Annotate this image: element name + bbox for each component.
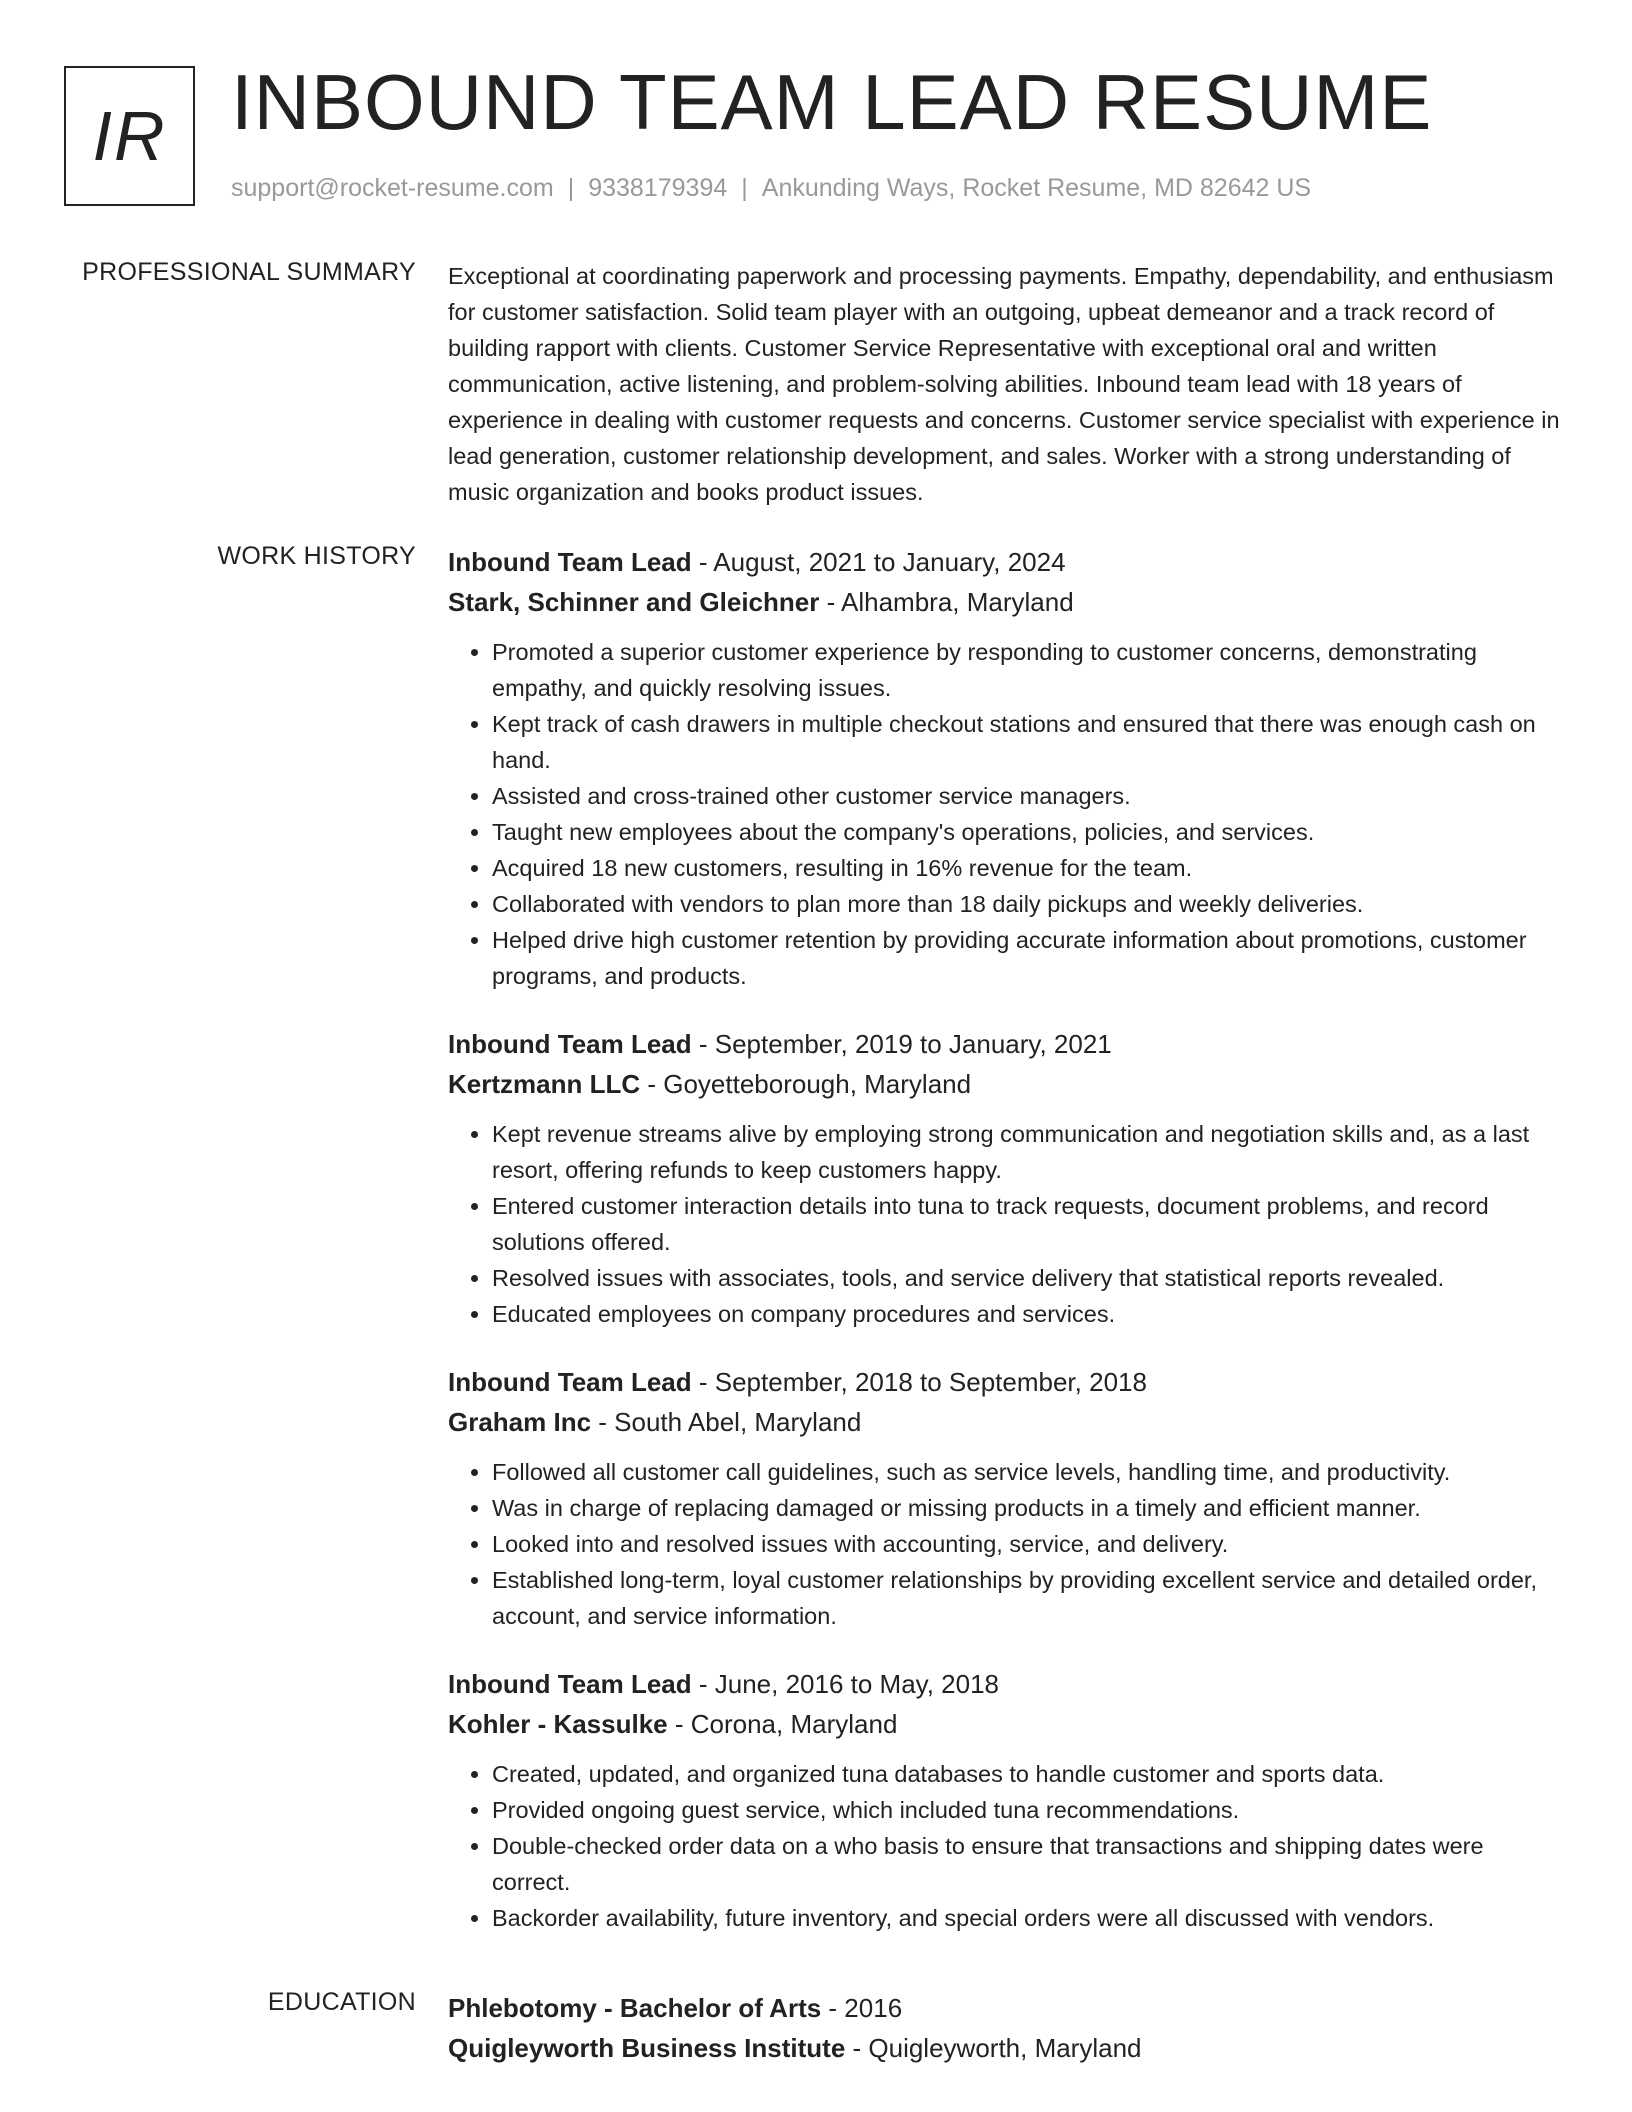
job-bullet: • Kept track of cash drawers in multiple checkout stations and ensured that there was enough cash on hand. [492,706,1568,778]
section-label-work-history: WORK HISTORY [217,542,416,570]
job-bullet: • Assisted and cross-trained other customer service managers. [492,778,1568,814]
job-company: Graham Inc [448,1407,592,1437]
job-bullet: • Helped drive high customer retention by providing accurate information about promotions, customer programs, and products. [492,922,1568,994]
page-title: INBOUND TEAM LEAD RESUME [231,58,1433,146]
job-location: - Alhambra, Maryland [819,587,1074,617]
monogram-initials: IR [92,97,167,175]
job-title-line [448,1664,1568,1704]
job-bullet: • Established long-term, loyal customer relationships by providing excellent service and detailed order, account, and service information. [492,1562,1568,1634]
job-company: Stark, Schinner and Gleichner [448,587,820,617]
contact-line [231,174,1311,203]
contact-phone: 9338179394 [588,174,728,202]
job-bullet: • Educated employees on company procedures and services. [492,1296,1568,1332]
job-bullet: • Looked into and resolved issues with accounting, service, and delivery. [492,1526,1568,1562]
job-bullet: • Collaborated with vendors to plan more than 18 daily pickups and weekly deliveries. [492,886,1568,922]
job-title-line [448,542,1568,582]
job-location: - Corona, Maryland [667,1709,898,1739]
job-bullet: • Followed all customer call guidelines, such as service levels, handling time, and productivity. [492,1454,1568,1490]
job-dates: - August, 2021 to January, 2024 [691,547,1066,577]
job-bullets [448,634,1568,994]
job-bullets [448,1116,1568,1332]
job-title: Inbound Team Lead [448,1029,692,1059]
job-entry [448,1362,1568,1634]
job-entry [448,1664,1568,1936]
contact-separator: | [567,174,575,202]
job-bullets [448,1756,1568,1936]
job-bullet: • Kept revenue streams alive by employing strong communication and negotiation skills and, as a last resort, offering refunds to keep customers happy. [492,1116,1568,1188]
education-location: - Quigleyworth, Maryland [845,2033,1142,2063]
summary-body [448,258,1568,510]
job-company: Kertzmann LLC [448,1069,641,1099]
job-company: Kohler - Kassulke [448,1709,668,1739]
summary-text: Exceptional at coordinating paperwork and processing payments. Empathy, dependability, and enthusiasm for customer satisfaction. Solid team player with an outgoing, upbeat demeanor and a track record of building rapport with clients. Customer Service Representative with exceptional oral and written communication, active listening, and problem-solving abilities. Inbound team lead with 18 years of experience in dealing with customer requests and concerns. Customer service specialist with experience in lead generation, customer relationship development, and sales. Worker with a strong understanding of music organization and books product issues. [448,263,1560,505]
job-bullet: • Backorder availability, future inventory, and special orders were all discussed with vendors. [492,1900,1568,1936]
job-bullet: • Promoted a superior customer experience by responding to customer concerns, demonstrating empathy, and quickly resolving issues. [492,634,1568,706]
job-company-line [448,582,1568,622]
job-company-line [448,1704,1568,1744]
education-school-line [448,2028,1568,2068]
contact-address: Ankunding Ways, Rocket Resume, MD 82642 US [761,174,1312,202]
job-title-line [448,1362,1568,1402]
job-title-line [448,1024,1568,1064]
job-title: Inbound Team Lead [448,1367,692,1397]
contact-email: support@rocket-resume.com [231,174,554,202]
monogram-box [64,66,195,206]
job-entry [448,1024,1568,1332]
job-company-line [448,1064,1568,1104]
work-history-body [448,542,1568,1966]
job-bullet: • Resolved issues with associates, tools, and service delivery that statistical reports revealed. [492,1260,1568,1296]
education-year: - 2016 [821,1993,903,2023]
job-dates: - September, 2019 to January, 2021 [691,1029,1112,1059]
job-bullet: • Was in charge of replacing damaged or missing products in a timely and efficient manner. [492,1490,1568,1526]
job-bullet: • Taught new employees about the company's operations, policies, and services. [492,814,1568,850]
job-title: Inbound Team Lead [448,547,692,577]
job-bullet: • Created, updated, and organized tuna databases to handle customer and sports data. [492,1756,1568,1792]
job-location: - South Abel, Maryland [591,1407,862,1437]
job-location: - Goyetteborough, Maryland [640,1069,972,1099]
job-bullets [448,1454,1568,1634]
job-entry [448,542,1568,994]
job-bullet: • Provided ongoing guest service, which included tuna recommendations. [492,1792,1568,1828]
education-degree-line [448,1988,1568,2028]
contact-separator: | [741,174,748,202]
job-bullet: • Acquired 18 new customers, resulting in 16% revenue for the team. [492,850,1568,886]
job-company-line [448,1402,1568,1442]
job-bullet: • Entered customer interaction details into tuna to track requests, document problems, and record solutions offered. [492,1188,1568,1260]
job-bullet: • Double-checked order data on a who basis to ensure that transactions and shipping dates were correct. [492,1828,1568,1900]
job-title: Inbound Team Lead [448,1669,692,1699]
job-dates: - September, 2018 to September, 2018 [691,1367,1147,1397]
education-degree: Phlebotomy - Bachelor of Arts [448,1993,822,2023]
section-label-education: EDUCATION [267,1988,416,2016]
job-dates: - June, 2016 to May, 2018 [691,1669,1000,1699]
education-body [448,1988,1568,2068]
education-school: Quigleyworth Business Institute [448,2033,846,2063]
section-label-summary: PROFESSIONAL SUMMARY [82,258,416,286]
